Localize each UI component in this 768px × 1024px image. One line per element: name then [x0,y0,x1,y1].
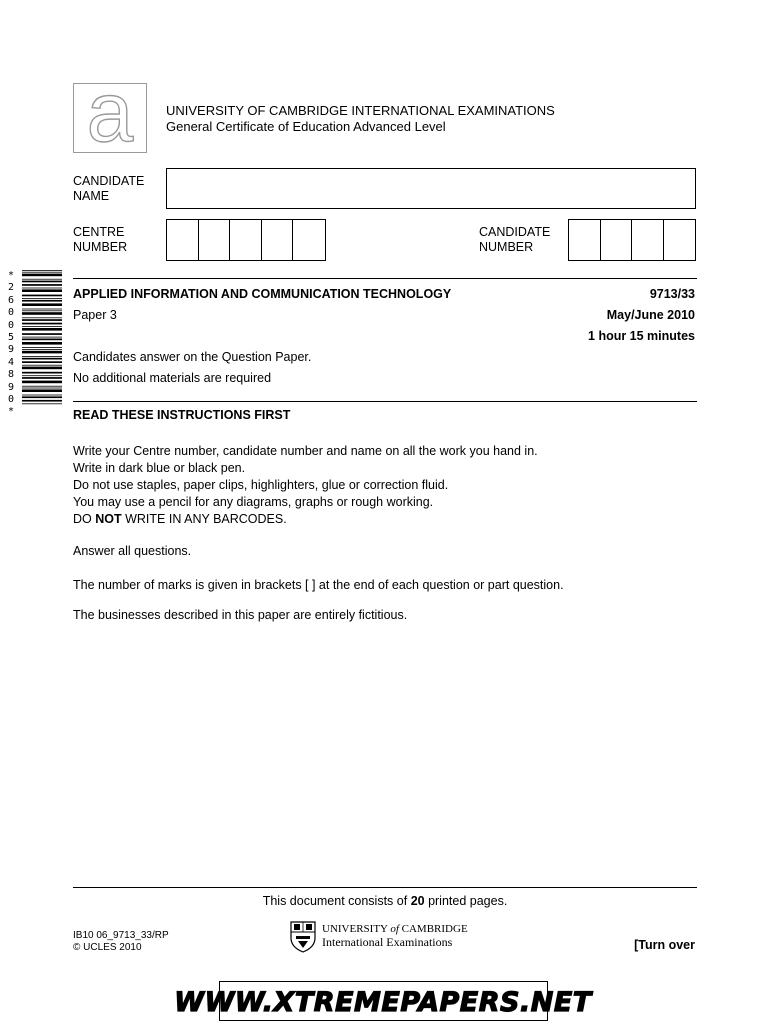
turn-over: [Turn over [634,938,695,952]
marks-note: The number of marks is given in brackets [ ] at the end of each question or part question. [73,578,564,592]
centre-number-cell[interactable] [230,220,262,260]
paper-number: Paper 3 [73,308,117,322]
barcode-line-pre: DO [73,512,96,526]
paper-reference: IB10 06_9713_33/RP [73,930,169,941]
logo-letter: a [86,65,134,159]
candidate-number-label [479,225,550,255]
watermark-banner [174,981,592,1021]
footer-reference [73,930,169,954]
instructions-heading: READ THESE INSTRUCTIONS FIRST [73,408,291,422]
centre-number-cell[interactable] [199,220,231,260]
header-rule [73,278,697,279]
copyright: © UCLES 2010 [73,942,142,953]
candidate-name-label-line1: CANDIDATE [73,174,145,188]
svg-text:WWW.XTREMEPAPERS.NET: WWW.XTREMEPAPERS.NET [174,987,592,1018]
instruction-line: You may use a pencil for any diagrams, graphs or rough working. [73,495,434,509]
instruction-line: Do not use staples, paper clips, highlighters, glue or correction fluid. [73,478,449,492]
footer-rule [73,887,697,888]
exam-board-logo [73,65,147,159]
watermark-logo [174,982,592,1019]
ucles-line2: International Examinations [322,935,453,949]
ucles-line1-pre: UNIVERSITY [322,923,391,935]
exam-duration: 1 hour 15 minutes [588,329,695,343]
paper-code: 9713/33 [649,287,695,301]
instructions-list [73,443,538,528]
barcode-line-emphasis: NOT [95,512,122,526]
candidate-name-field[interactable] [166,168,696,209]
centre-number-label-line1: CENTRE [73,225,125,239]
instruction-line: Write your Centre number, candidate number and name on all the work you hand in. [73,444,538,458]
candidate-number-cell[interactable] [569,220,601,260]
instruction-line-barcodes [73,511,538,528]
ucles-line1-of: of [390,923,399,935]
barcode-digits: * 2 6 0 0 5 9 4 8 9 0 * [7,270,15,418]
materials-note: No additional materials are required [73,371,272,385]
barcode [22,270,62,406]
centre-number-boxes[interactable] [166,219,326,261]
centre-number-label [73,225,127,255]
instruction-line: Write in dark blue or black pen. [73,461,246,475]
university-title: UNIVERSITY OF CAMBRIDGE INTERNATIONAL EXAMINATIONS [166,103,555,118]
page-count-post: printed pages. [424,894,508,908]
certificate-title: General Certificate of Education Advanced Level [166,119,446,134]
fictitious-note: The businesses described in this paper are entirely fictitious. [73,608,408,622]
candidate-number-cell[interactable] [601,220,633,260]
centre-number-cell[interactable] [167,220,199,260]
centre-number-cell[interactable] [262,220,294,260]
centre-number-cell[interactable] [293,220,325,260]
page-count-pre: This document consists of [262,894,411,908]
answer-all-note: Answer all questions. [73,544,192,558]
candidate-name-label [73,174,144,204]
candidate-number-boxes[interactable] [568,219,696,261]
cambridge-crest-icon [290,921,316,953]
centre-number-label-line2: NUMBER [73,240,128,254]
candidate-name-label-line2: NAME [73,189,110,203]
candidate-number-cell[interactable] [664,220,695,260]
candidate-number-label-line2: NUMBER [479,240,534,254]
exam-session: May/June 2010 [606,308,695,322]
answer-instruction: Candidates answer on the Question Paper. [73,350,312,364]
page-count [73,894,697,909]
candidate-number-cell[interactable] [632,220,664,260]
candidate-number-label-line1: CANDIDATE [479,225,551,239]
page-count-number: 20 [410,894,425,908]
barcode-line-post: WRITE IN ANY BARCODES. [121,512,287,526]
instructions-rule [73,401,697,402]
subject-title: APPLIED INFORMATION AND COMMUNICATION TECHNOLOGY [73,287,452,301]
ucles-line1-post: CAMBRIDGE [398,923,468,935]
ucles-wordmark [322,923,468,949]
